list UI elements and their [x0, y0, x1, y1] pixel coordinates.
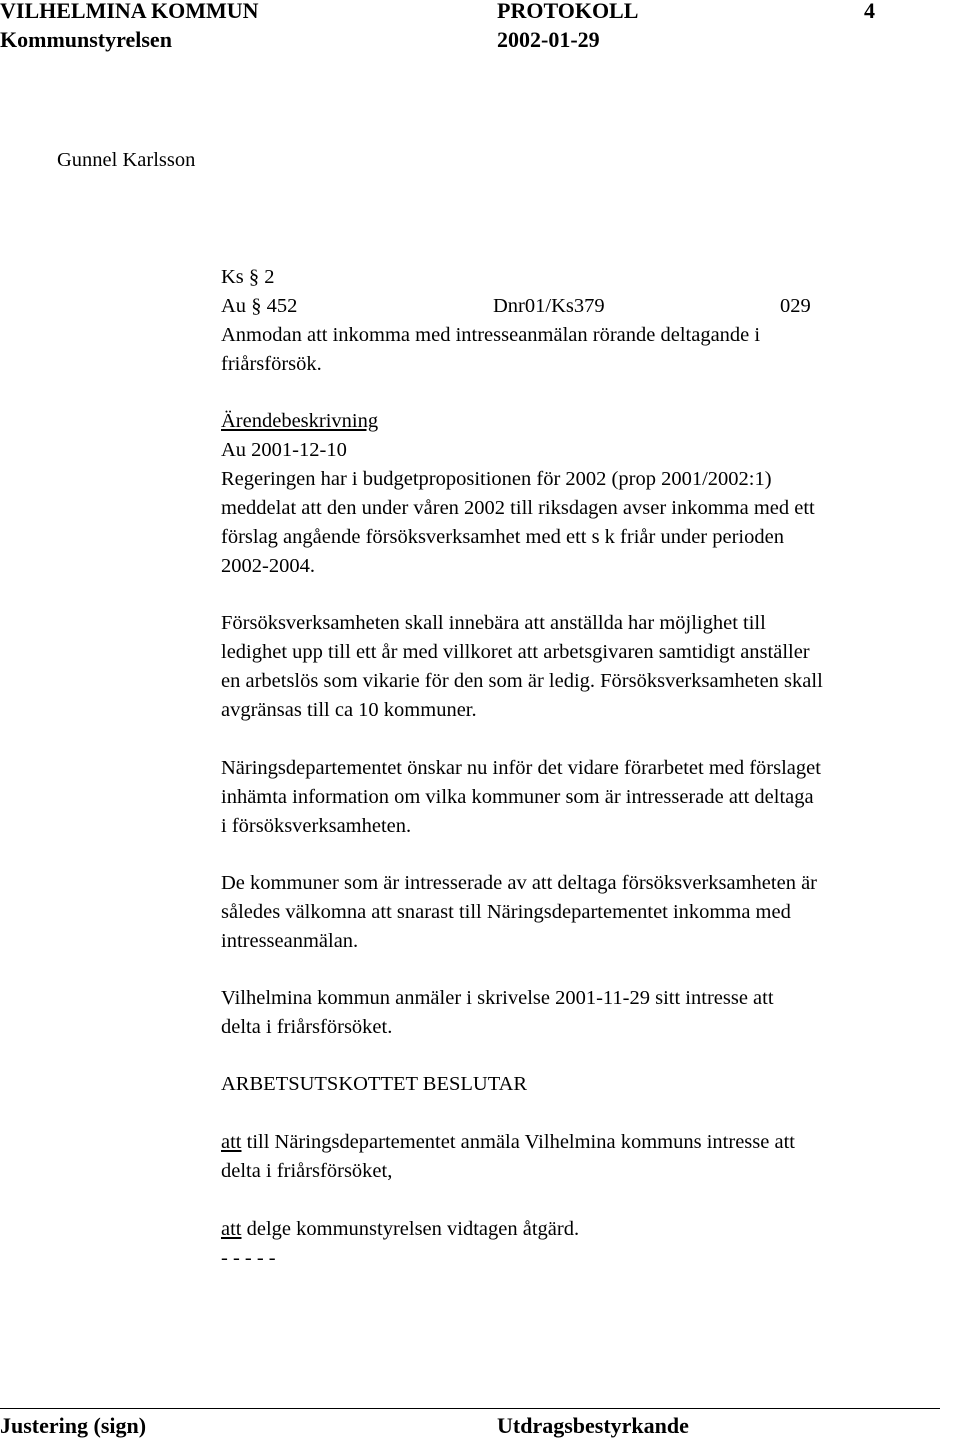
archive-code: 029	[780, 295, 811, 317]
ks-reference	[221, 263, 275, 292]
paragraph-4	[221, 869, 956, 956]
decision-item-line	[221, 1128, 956, 1157]
footer-signature-label: Justering (sign)	[0, 1413, 147, 1438]
paragraph-line: intresseanmälan.	[221, 930, 359, 952]
paragraph-line: Näringsdepartementet önskar nu inför det vidare förarbetet med förslaget	[221, 757, 821, 779]
paragraph-line: Vilhelmina kommun anmäler i skrivelse 2001-11-29 sitt intresse att	[221, 987, 774, 1009]
au-reference	[221, 292, 297, 321]
paragraph-line: Försöksverksamheten skall innebära att anställda har möjlighet till	[221, 612, 766, 634]
att-keyword: att	[221, 1218, 242, 1240]
footer-extract-label: Utdragsbestyrkande	[497, 1413, 689, 1438]
paragraph-3	[221, 754, 956, 841]
case-description-date: Au 2001-12-10	[221, 439, 347, 461]
header-board: Kommunstyrelsen	[0, 27, 172, 52]
header-org: VILHELMINA KOMMUN	[0, 0, 259, 23]
section-sign: §	[251, 295, 262, 317]
decision-item-2	[221, 1215, 956, 1273]
paragraph-line: inhämta information om vilka kommuner som är intresserade att deltaga	[221, 786, 814, 808]
att-keyword: att	[221, 1131, 242, 1153]
case-title-line-1: Anmodan att inkomma med intresseanmälan rörande deltagande i	[221, 324, 761, 346]
case-description-heading: Ärendebeskrivning	[221, 410, 379, 432]
paragraph-2	[221, 609, 956, 725]
header-date: 2002-01-29	[497, 27, 600, 52]
decision-heading: ARBETSUTSKOTTET BESLUTAR	[221, 1073, 528, 1095]
decision-item-line: delta i friårsförsöket,	[221, 1160, 393, 1182]
paragraph-line: ledighet upp till ett år med villkoret att arbetsgivaren samtidigt anställer	[221, 641, 810, 663]
footer-divider	[0, 1408, 940, 1409]
case-title-line-2: friårsförsök.	[221, 353, 322, 375]
paragraph-line: avgränsas till ca 10 kommuner.	[221, 699, 477, 721]
paragraph-line: Regeringen har i budgetpropositionen för 2002 (prop 2001/2002:1)	[221, 468, 772, 490]
dnr-reference: Dnr01/Ks379	[493, 295, 605, 317]
ks-number: 2	[264, 266, 275, 288]
section-sign: §	[248, 266, 260, 288]
decision-item-line	[221, 1215, 956, 1244]
paragraph-5	[221, 984, 956, 1042]
header-doc-type: PROTOKOLL	[497, 0, 639, 23]
paragraph-line: en arbetslös som vikarie för den som är ledig. Försöksverksamheten skall	[221, 670, 823, 692]
paragraph-line: förslag angående försöksverksamhet med ett s k friår under perioden	[221, 526, 784, 548]
paragraph-line: meddelat att den under våren 2002 till riksdagen avser inkomma med ett	[221, 497, 815, 519]
decision-item-text: delge kommunstyrelsen vidtagen åtgärd.	[241, 1218, 580, 1240]
paragraph-line: således välkomna att snarast till Näringsdepartementet inkomma med	[221, 901, 791, 923]
paragraph-1	[221, 465, 956, 581]
paragraph-line: De kommuner som är intresserade av att deltaga försöksverksamheten är	[221, 872, 817, 894]
person-name: Gunnel Karlsson	[57, 149, 196, 171]
paragraph-line: i försöksverksamheten.	[221, 815, 412, 837]
au-label: Au	[221, 295, 247, 317]
paragraph-line: 2002-2004.	[221, 555, 315, 577]
decision-item-1	[221, 1128, 956, 1186]
decision-item-text: till Näringsdepartementet anmäla Vilhelmina kommuns intresse att	[241, 1131, 795, 1153]
ks-label: Ks	[221, 266, 244, 288]
header-page-number: 4	[864, 0, 875, 23]
end-marker: - - - - -	[221, 1247, 276, 1269]
au-number: 452	[266, 295, 298, 317]
paragraph-line: delta i friårsförsöket.	[221, 1016, 393, 1038]
